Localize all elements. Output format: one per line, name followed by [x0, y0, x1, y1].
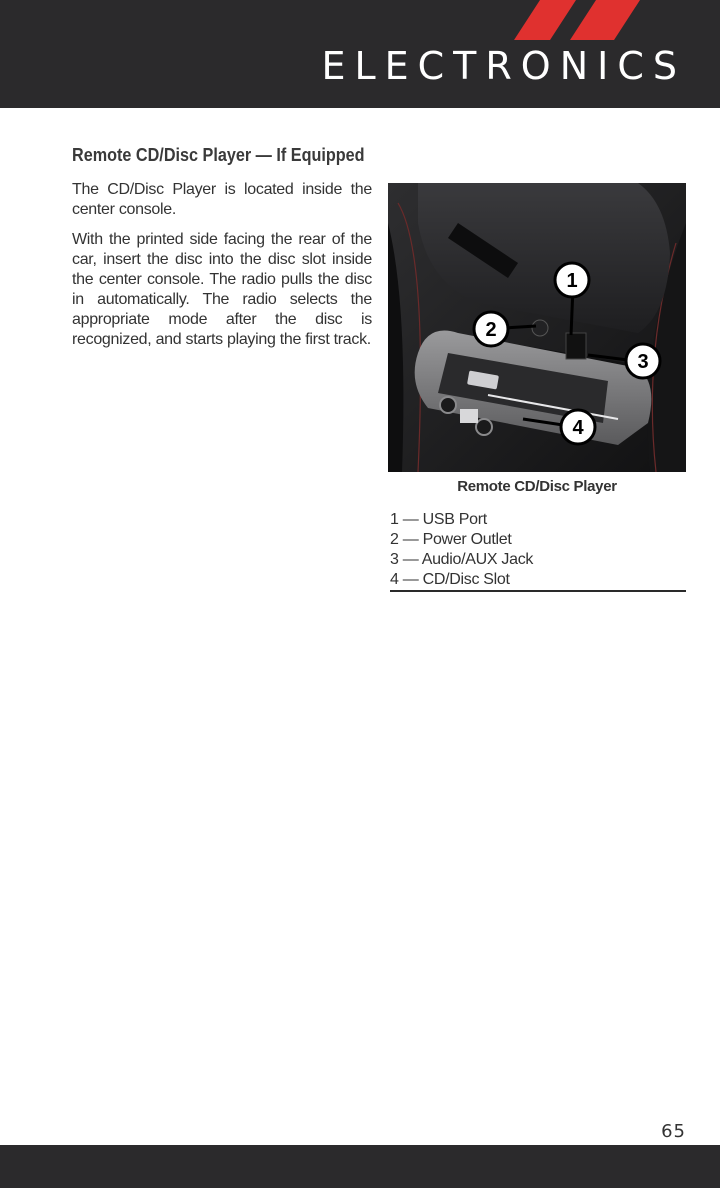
callout-label: 1 [566, 270, 578, 292]
callout-2 [474, 312, 508, 346]
callout-label: 4 [572, 417, 584, 439]
paragraph: With the printed side facing the rear of the car, insert the disc into the disc slot inside the center console. The radio pulls the disc in automatically. The radio selects the appropriate mode after the disc is recognized, and starts playing the first track. [72, 231, 372, 348]
callout-label: 2 [485, 319, 497, 341]
power-outlet-jack [532, 320, 548, 336]
page-heading: Remote CD/Disc Player — If Equipped [72, 145, 365, 165]
figure-legend [390, 510, 686, 592]
legend-item: 3 — Audio/AUX Jack [390, 551, 534, 568]
footer-bar [0, 1145, 720, 1188]
legend-item: 1 — USB Port [390, 511, 487, 528]
figure-caption: Remote CD/Disc Player [457, 478, 617, 495]
power-outlet [476, 419, 492, 435]
section-header-bar [0, 0, 720, 108]
accent-stripe [570, 0, 640, 40]
page-number: 65 [661, 1121, 686, 1142]
callout-1 [555, 263, 589, 297]
callout-4 [561, 410, 595, 444]
console-photo [388, 183, 686, 472]
port-block [460, 409, 478, 423]
callout-3 [626, 344, 660, 378]
callout-label: 3 [637, 351, 649, 373]
aux-jack [440, 397, 456, 413]
section-title: ELECTRONICS [321, 44, 686, 88]
accent-stripe [514, 0, 576, 40]
body-text [72, 180, 372, 360]
paragraph: The CD/Disc Player is located inside the center console. [72, 181, 372, 218]
console-illustration [388, 183, 686, 472]
legend-item: 2 — Power Outlet [390, 531, 512, 548]
legend-item: 4 — CD/Disc Slot [390, 571, 510, 588]
usb-jack [566, 333, 586, 359]
